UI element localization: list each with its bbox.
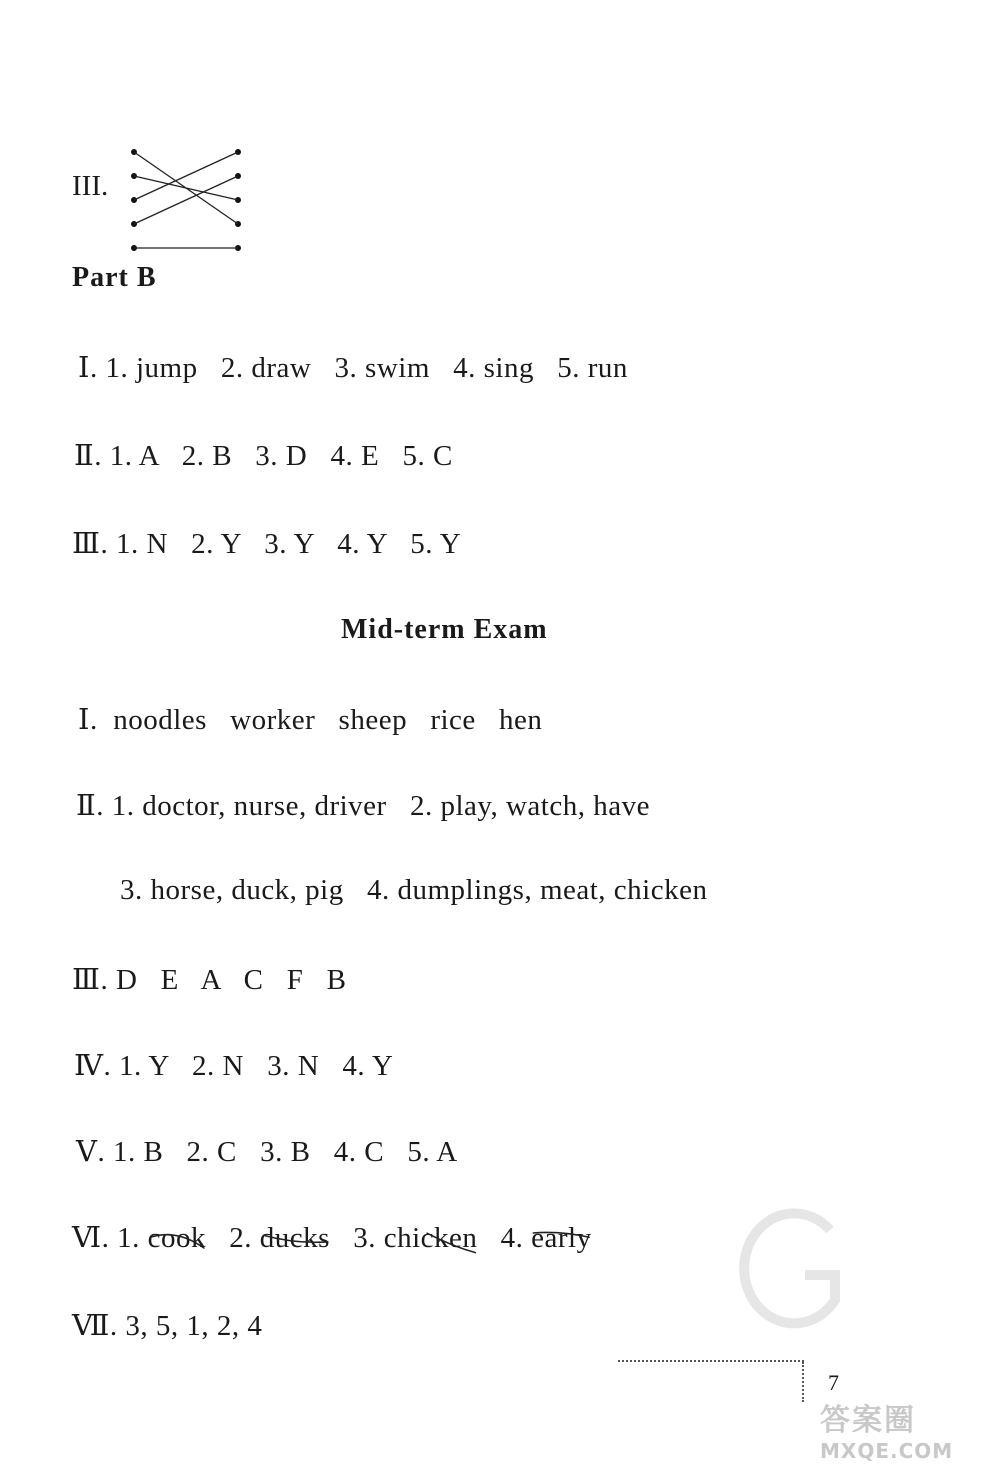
part-b-heading: Part B	[72, 262, 157, 293]
page-number: 7	[828, 1370, 839, 1395]
midterm-answer-ii-line1: Ⅱ. 1. doctor, nurse, driver 2. play, watch, have	[76, 790, 650, 822]
part-b-answer-iii: Ⅲ. 1. N 2. Y 3. Y 4. Y 5. Y	[72, 528, 462, 560]
corrected-word-chicken	[384, 1222, 478, 1255]
faint-letter-decoration	[735, 1205, 855, 1335]
section-label: III.	[72, 170, 109, 202]
corrected-word-early	[531, 1222, 591, 1255]
corrected-word-cook	[148, 1222, 206, 1255]
word-chicken: chicken	[383, 1222, 478, 1254]
word-cook: cook	[147, 1222, 207, 1254]
match-line	[134, 176, 238, 224]
corrected-word-ducks	[260, 1222, 330, 1255]
midterm-answer-vi	[72, 1220, 592, 1255]
midterm-heading: Mid-term Exam	[341, 614, 548, 645]
midterm-answer-iii: Ⅲ. D E A C F B	[72, 964, 347, 996]
correction-mark	[148, 1222, 206, 1255]
watermark-chinese: 答案圈	[820, 1403, 916, 1438]
footer-dotted-rule	[618, 1360, 804, 1362]
midterm-answer-i: Ⅰ. noodles worker sheep rice hen	[78, 704, 543, 736]
part-b-answer-ii: Ⅱ. 1. A 2. B 3. D 4. E 5. C	[74, 440, 453, 472]
midterm-answer-vii: Ⅶ. 3, 5, 1, 2, 4	[72, 1310, 263, 1342]
vi-sep-3: 3.	[329, 1222, 384, 1254]
midterm-answer-iv: Ⅳ. 1. Y 2. N 3. N 4. Y	[74, 1050, 394, 1082]
midterm-answer-v: Ⅴ. 1. B 2. C 3. B 4. C 5. A	[76, 1136, 458, 1168]
correction-mark	[260, 1222, 330, 1255]
word-early: early	[531, 1222, 592, 1254]
matching-exercise	[72, 140, 272, 260]
vi-sep-2: 2.	[206, 1222, 260, 1254]
matching-lines-diagram	[128, 140, 258, 260]
site-watermark	[820, 1395, 990, 1475]
footer-dotted-divider	[802, 1362, 804, 1402]
part-b-answer-i: Ⅰ. 1. jump 2. draw 3. swim 4. sing 5. run	[78, 352, 628, 384]
correction-mark	[384, 1222, 478, 1255]
vi-prefix: Ⅵ. 1.	[72, 1222, 148, 1254]
correction-mark	[531, 1222, 591, 1255]
watermark-url: MXQE.COM	[820, 1439, 954, 1463]
word-ducks: ducks	[259, 1222, 330, 1254]
match-line	[134, 152, 238, 200]
vi-sep-4: 4.	[477, 1222, 532, 1254]
match-line	[134, 176, 238, 200]
midterm-answer-ii-line2: 3. horse, duck, pig 4. dumplings, meat, chicken	[120, 874, 708, 906]
